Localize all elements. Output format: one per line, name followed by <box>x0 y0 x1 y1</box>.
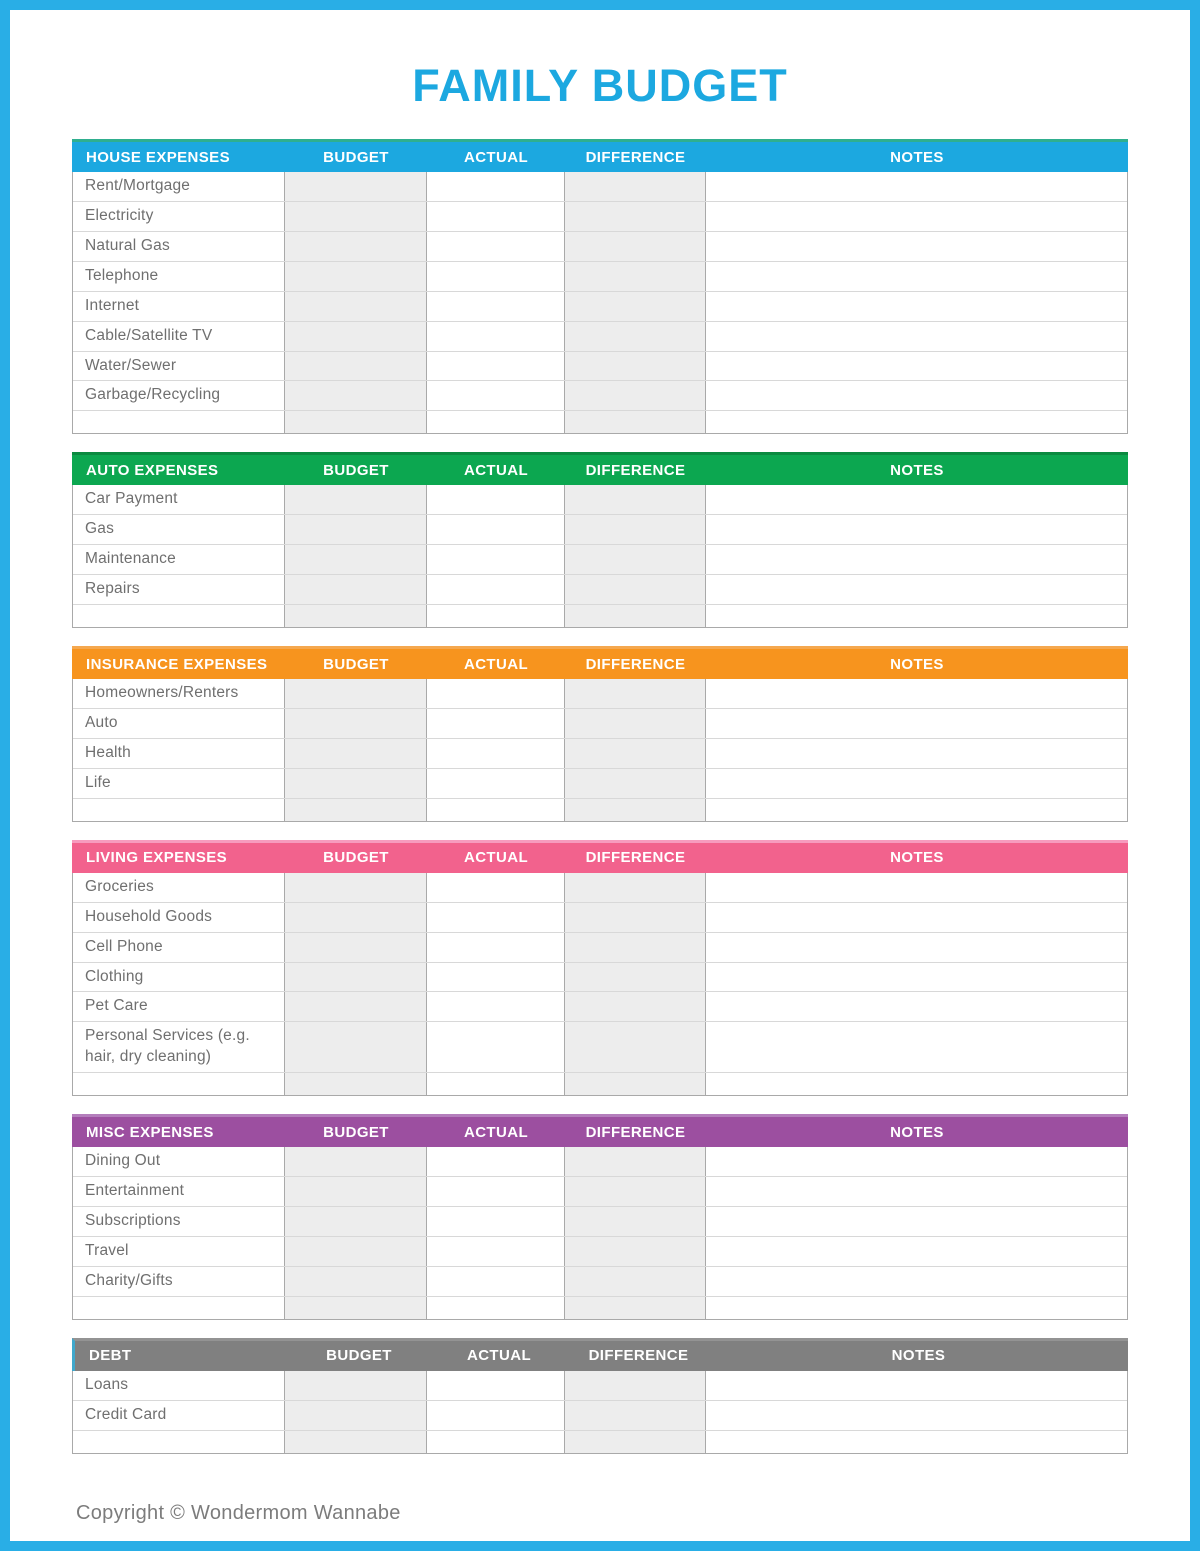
notes-cell <box>706 411 1127 433</box>
actual-cell <box>427 709 565 738</box>
column-header-budget: BUDGET <box>323 461 389 479</box>
budget-cell <box>285 1073 427 1095</box>
budget-cell <box>285 1147 427 1176</box>
actual-cell <box>427 1147 565 1176</box>
actual-cell <box>427 262 565 291</box>
budget-cell <box>285 963 427 992</box>
notes-cell <box>706 232 1127 261</box>
budget-cell <box>285 1297 427 1319</box>
actual-cell <box>427 1431 565 1453</box>
difference-cell <box>565 1207 706 1236</box>
difference-cell <box>565 605 706 627</box>
column-header-notes: NOTES <box>890 148 944 166</box>
table-row <box>73 292 1127 322</box>
notes-cell <box>706 515 1127 544</box>
budget-cell <box>285 381 427 410</box>
table-row <box>73 992 1127 1022</box>
table-row <box>73 1207 1127 1237</box>
notes-cell <box>706 679 1127 708</box>
section-living-expenses <box>72 840 1128 1096</box>
difference-cell <box>565 322 706 351</box>
expense-label: Car Payment <box>73 485 285 514</box>
expense-label: Clothing <box>73 963 285 992</box>
difference-cell <box>565 739 706 768</box>
table-row <box>73 515 1127 545</box>
budget-cell <box>285 262 427 291</box>
budget-cell <box>285 292 427 321</box>
difference-cell <box>565 352 706 381</box>
budget-cell <box>285 322 427 351</box>
expense-label: Electricity <box>73 202 285 231</box>
actual-cell <box>427 1073 565 1095</box>
difference-cell <box>565 262 706 291</box>
difference-cell <box>565 1022 706 1072</box>
budget-cell <box>285 769 427 798</box>
actual-cell <box>427 485 565 514</box>
expense-label: Water/Sewer <box>73 352 285 381</box>
difference-cell <box>565 903 706 932</box>
difference-cell <box>565 1371 706 1400</box>
budget-cell <box>285 1267 427 1296</box>
actual-cell <box>427 352 565 381</box>
budget-cell <box>285 1401 427 1430</box>
actual-cell <box>427 679 565 708</box>
difference-cell <box>565 411 706 433</box>
table-row <box>73 933 1127 963</box>
notes-cell <box>706 1237 1127 1266</box>
expense-label: Subscriptions <box>73 1207 285 1236</box>
expense-label: Garbage/Recycling <box>73 381 285 410</box>
column-header-budget: BUDGET <box>323 1123 389 1141</box>
section-title: HOUSE EXPENSES <box>86 148 230 166</box>
actual-cell <box>427 1371 565 1400</box>
notes-cell <box>706 381 1127 410</box>
section-title: INSURANCE EXPENSES <box>86 655 268 673</box>
notes-cell <box>706 1177 1127 1206</box>
difference-cell <box>565 1147 706 1176</box>
budget-cell <box>285 202 427 231</box>
actual-cell <box>427 575 565 604</box>
notes-cell <box>706 1207 1127 1236</box>
column-header-actual: ACTUAL <box>463 148 529 166</box>
actual-cell <box>427 322 565 351</box>
living-expenses-table <box>72 873 1128 1096</box>
empty-label-cell <box>73 605 285 627</box>
table-row <box>73 903 1127 933</box>
budget-cell <box>285 709 427 738</box>
table-row <box>73 709 1127 739</box>
actual-cell <box>427 992 565 1021</box>
expense-label: Cell Phone <box>73 933 285 962</box>
empty-row <box>73 1297 1127 1319</box>
column-header-budget: BUDGET <box>323 148 389 166</box>
expense-label: Cable/Satellite TV <box>73 322 285 351</box>
notes-cell <box>706 172 1127 201</box>
column-header-difference: DIFFERENCE <box>588 1347 689 1365</box>
column-header-actual: ACTUAL <box>466 1347 532 1365</box>
difference-cell <box>565 1297 706 1319</box>
copyright-text: Copyright © Wondermom Wannabe <box>76 1501 401 1524</box>
insurance-expenses-table <box>72 679 1128 822</box>
actual-cell <box>427 545 565 574</box>
notes-cell <box>706 799 1127 821</box>
difference-cell <box>565 963 706 992</box>
table-row <box>73 1177 1127 1207</box>
actual-cell <box>427 292 565 321</box>
section-title: LIVING EXPENSES <box>86 849 228 867</box>
notes-cell <box>706 739 1127 768</box>
page-title: FAMILY BUDGET <box>412 60 788 111</box>
actual-cell <box>427 739 565 768</box>
column-header-budget: BUDGET <box>326 1347 392 1365</box>
notes-cell <box>706 575 1127 604</box>
budget-cell <box>285 1022 427 1072</box>
column-header-difference: DIFFERENCE <box>585 1123 686 1141</box>
notes-cell <box>706 769 1127 798</box>
empty-label-cell <box>73 1073 285 1095</box>
expense-label: Health <box>73 739 285 768</box>
table-row <box>73 963 1127 993</box>
actual-cell <box>427 1207 565 1236</box>
difference-cell <box>565 381 706 410</box>
table-row <box>73 1022 1127 1073</box>
notes-cell <box>706 709 1127 738</box>
budget-cell <box>285 605 427 627</box>
expense-label: Dining Out <box>73 1147 285 1176</box>
actual-cell <box>427 963 565 992</box>
actual-cell <box>427 232 565 261</box>
actual-cell <box>427 411 565 433</box>
column-header-notes: NOTES <box>890 461 944 479</box>
empty-row <box>73 411 1127 433</box>
budget-cell <box>285 1177 427 1206</box>
column-header-difference: DIFFERENCE <box>585 148 686 166</box>
empty-row <box>73 1073 1127 1095</box>
expense-label: Travel <box>73 1237 285 1266</box>
table-row <box>73 352 1127 382</box>
section-title: DEBT <box>89 1347 132 1365</box>
table-row <box>73 679 1127 709</box>
notes-cell <box>706 992 1127 1021</box>
debt-table <box>72 1371 1128 1454</box>
difference-cell <box>565 1073 706 1095</box>
table-row <box>73 262 1127 292</box>
notes-cell <box>706 1371 1127 1400</box>
table-row <box>73 739 1127 769</box>
column-header-difference: DIFFERENCE <box>585 849 686 867</box>
difference-cell <box>565 933 706 962</box>
expense-label: Household Goods <box>73 903 285 932</box>
actual-cell <box>427 873 565 902</box>
budget-cell <box>285 992 427 1021</box>
expense-label: Rent/Mortgage <box>73 172 285 201</box>
notes-cell <box>706 873 1127 902</box>
actual-cell <box>427 381 565 410</box>
actual-cell <box>427 799 565 821</box>
column-header-notes: NOTES <box>890 655 944 673</box>
column-header-budget: BUDGET <box>323 655 389 673</box>
budget-cell <box>285 1431 427 1453</box>
expense-label: Life <box>73 769 285 798</box>
difference-cell <box>565 992 706 1021</box>
budget-cell <box>285 575 427 604</box>
budget-cell <box>285 1371 427 1400</box>
expense-label: Telephone <box>73 262 285 291</box>
empty-label-cell <box>73 411 285 433</box>
budget-cell <box>285 799 427 821</box>
actual-cell <box>427 1401 565 1430</box>
misc-expenses-header <box>72 1114 1128 1147</box>
column-header-difference: DIFFERENCE <box>585 461 686 479</box>
auto-expenses-table <box>72 485 1128 628</box>
actual-cell <box>427 605 565 627</box>
section-title: MISC EXPENSES <box>86 1123 214 1141</box>
section-misc-expenses <box>72 1114 1128 1320</box>
notes-cell <box>706 545 1127 574</box>
expense-label: Personal Services (e.g. hair, dry cleaning) <box>73 1022 285 1072</box>
house-expenses-table <box>72 172 1128 434</box>
difference-cell <box>565 515 706 544</box>
expense-label: Maintenance <box>73 545 285 574</box>
column-header-notes: NOTES <box>890 1123 944 1141</box>
difference-cell <box>565 232 706 261</box>
expense-label: Repairs <box>73 575 285 604</box>
notes-cell <box>706 605 1127 627</box>
expense-label: Pet Care <box>73 992 285 1021</box>
difference-cell <box>565 709 706 738</box>
notes-cell <box>706 322 1127 351</box>
notes-cell <box>706 1022 1127 1072</box>
notes-cell <box>706 1401 1127 1430</box>
expense-label: Homeowners/Renters <box>73 679 285 708</box>
actual-cell <box>427 903 565 932</box>
budget-cell <box>285 352 427 381</box>
budget-cell <box>285 679 427 708</box>
actual-cell <box>427 1297 565 1319</box>
difference-cell <box>565 769 706 798</box>
empty-row <box>73 1431 1127 1453</box>
expense-label: Groceries <box>73 873 285 902</box>
difference-cell <box>565 485 706 514</box>
table-row <box>73 485 1127 515</box>
section-title: AUTO EXPENSES <box>86 461 219 479</box>
expense-label: Charity/Gifts <box>73 1267 285 1296</box>
budget-cell <box>285 172 427 201</box>
difference-cell <box>565 545 706 574</box>
budget-cell <box>285 545 427 574</box>
column-header-actual: ACTUAL <box>463 655 529 673</box>
actual-cell <box>427 172 565 201</box>
notes-cell <box>706 1431 1127 1453</box>
section-insurance-expenses <box>72 646 1128 822</box>
table-row <box>73 1237 1127 1267</box>
notes-cell <box>706 352 1127 381</box>
budget-cell <box>285 1207 427 1236</box>
notes-cell <box>706 202 1127 231</box>
difference-cell <box>565 1177 706 1206</box>
budget-cell <box>285 903 427 932</box>
notes-cell <box>706 963 1127 992</box>
actual-cell <box>427 769 565 798</box>
budget-cell <box>285 873 427 902</box>
budget-cell <box>285 411 427 433</box>
expense-label: Loans <box>73 1371 285 1400</box>
empty-label-cell <box>73 1297 285 1319</box>
actual-cell <box>427 1267 565 1296</box>
actual-cell <box>427 1237 565 1266</box>
table-row <box>73 575 1127 605</box>
empty-label-cell <box>73 1431 285 1453</box>
budget-cell <box>285 739 427 768</box>
difference-cell <box>565 1237 706 1266</box>
table-row <box>73 381 1127 411</box>
table-row <box>73 769 1127 799</box>
auto-expenses-header <box>72 452 1128 485</box>
table-row <box>73 1401 1127 1431</box>
column-header-actual: ACTUAL <box>463 461 529 479</box>
table-row <box>73 202 1127 232</box>
table-row <box>73 545 1127 575</box>
difference-cell <box>565 1267 706 1296</box>
expense-label: Natural Gas <box>73 232 285 261</box>
budget-cell <box>285 933 427 962</box>
empty-row <box>73 799 1127 821</box>
actual-cell <box>427 1022 565 1072</box>
house-expenses-header <box>72 139 1128 172</box>
expense-label: Entertainment <box>73 1177 285 1206</box>
difference-cell <box>565 873 706 902</box>
notes-cell <box>706 933 1127 962</box>
budget-tables <box>72 139 1128 1454</box>
column-header-actual: ACTUAL <box>463 1123 529 1141</box>
notes-cell <box>706 1267 1127 1296</box>
misc-expenses-table <box>72 1147 1128 1320</box>
notes-cell <box>706 292 1127 321</box>
notes-cell <box>706 485 1127 514</box>
column-header-difference: DIFFERENCE <box>585 655 686 673</box>
empty-row <box>73 605 1127 627</box>
table-row <box>73 232 1127 262</box>
notes-cell <box>706 903 1127 932</box>
budget-cell <box>285 485 427 514</box>
section-house-expenses <box>72 139 1128 434</box>
table-row <box>73 1267 1127 1297</box>
column-header-budget: BUDGET <box>323 849 389 867</box>
difference-cell <box>565 575 706 604</box>
actual-cell <box>427 202 565 231</box>
debt-header <box>72 1338 1128 1371</box>
column-header-notes: NOTES <box>891 1347 946 1365</box>
expense-label: Auto <box>73 709 285 738</box>
table-row <box>73 1147 1127 1177</box>
budget-cell <box>285 515 427 544</box>
difference-cell <box>565 172 706 201</box>
difference-cell <box>565 202 706 231</box>
insurance-expenses-header <box>72 646 1128 679</box>
difference-cell <box>565 679 706 708</box>
actual-cell <box>427 933 565 962</box>
empty-label-cell <box>73 799 285 821</box>
expense-label: Gas <box>73 515 285 544</box>
table-row <box>73 322 1127 352</box>
difference-cell <box>565 1431 706 1453</box>
table-row <box>73 172 1127 202</box>
section-debt <box>72 1338 1128 1454</box>
notes-cell <box>706 262 1127 291</box>
section-auto-expenses <box>72 452 1128 628</box>
column-header-actual: ACTUAL <box>463 849 529 867</box>
table-row <box>73 873 1127 903</box>
budget-cell <box>285 1237 427 1266</box>
column-header-notes: NOTES <box>890 849 944 867</box>
notes-cell <box>706 1297 1127 1319</box>
difference-cell <box>565 1401 706 1430</box>
difference-cell <box>565 292 706 321</box>
actual-cell <box>427 515 565 544</box>
budget-cell <box>285 232 427 261</box>
living-expenses-header <box>72 840 1128 873</box>
actual-cell <box>427 1177 565 1206</box>
table-row <box>73 1371 1127 1401</box>
difference-cell <box>565 799 706 821</box>
notes-cell <box>706 1147 1127 1176</box>
expense-label: Internet <box>73 292 285 321</box>
expense-label: Credit Card <box>73 1401 285 1430</box>
notes-cell <box>706 1073 1127 1095</box>
